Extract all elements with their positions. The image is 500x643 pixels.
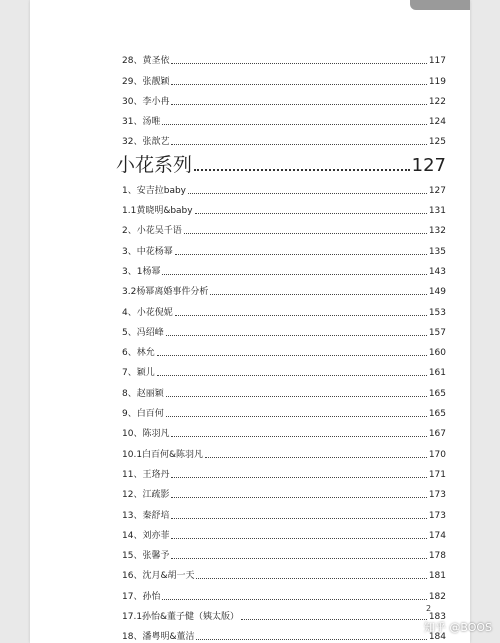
toc-entry-page: 119 (428, 76, 446, 87)
toc-entry-page: 135 (428, 246, 446, 257)
toc-entry-page: 131 (428, 206, 446, 217)
toc-leader-dots (162, 274, 426, 275)
toc-entry[interactable] (86, 127, 446, 147)
toc-entry-title: 2、小花吴千语 (122, 226, 182, 237)
toc-entry[interactable] (86, 460, 446, 480)
toc-leader-dots (162, 599, 426, 600)
toc-entry[interactable] (86, 338, 446, 358)
toc-leader-dots (188, 193, 427, 194)
toc-leader-dots (210, 294, 426, 295)
toc-leader-dots (171, 497, 426, 498)
toc-entry-title: 28、黄圣依 (122, 56, 170, 67)
toc-entry-title: 10.1白百何&陈羽凡 (122, 449, 204, 460)
toc-entry-title: 15、张馨予 (122, 551, 170, 562)
toc-leader-dots (196, 578, 426, 579)
toc-entry-title: 11、王珞丹 (122, 469, 170, 480)
toc-entry[interactable] (86, 216, 446, 236)
toc-entry-page: 153 (428, 307, 446, 318)
toc-entry[interactable] (86, 622, 446, 642)
document-page (30, 0, 470, 643)
toc-leader-dots (184, 233, 427, 234)
toc-leader-dots (175, 254, 427, 255)
toc-leader-dots (195, 213, 427, 214)
toc-section-heading[interactable] (86, 147, 446, 175)
toc-entry-title: 1、安吉拉baby (122, 185, 186, 196)
watermark: 知乎 @BOOS (423, 621, 492, 634)
toc-entry-page: 127 (428, 185, 446, 196)
toc-entry[interactable] (86, 561, 446, 581)
toc-entry-title: 3.2杨幂离婚事件分析 (122, 287, 209, 298)
toc-entry[interactable] (86, 236, 446, 256)
toc-leader-dots (196, 639, 426, 640)
toc-entry[interactable] (86, 399, 446, 419)
toc-entry-title: 29、张靓颖 (122, 76, 170, 87)
toc-entry-page: 117 (428, 56, 446, 67)
toc-entry[interactable] (86, 318, 446, 338)
toc-leader-dots (171, 477, 426, 478)
toc-entry-page: 124 (428, 117, 446, 128)
toc-leader-dots (171, 558, 426, 559)
toc-entry-title: 1.1黄晓明&baby (122, 206, 193, 217)
toc-leader-dots (171, 538, 426, 539)
toc-entry[interactable] (86, 500, 446, 520)
toc-leader-dots (157, 375, 427, 376)
toc-entry-page: 157 (428, 327, 446, 338)
toc-leader-dots (166, 416, 427, 417)
toc-entry[interactable] (86, 175, 446, 195)
toc-entry[interactable] (86, 602, 446, 622)
table-of-contents (86, 46, 446, 642)
toc-entry-page: 160 (428, 348, 446, 359)
toc-entry-title: 32、张歆艺 (122, 137, 170, 148)
toc-leader-dots (171, 518, 426, 519)
toc-entry-page: 149 (428, 287, 446, 298)
toc-entry[interactable] (86, 581, 446, 601)
toc-leader-dots (241, 619, 427, 620)
toc-entry-page: 184 (428, 632, 446, 643)
toc-leader-dots (175, 315, 427, 316)
toc-entry[interactable] (86, 277, 446, 297)
toc-entry-page: 165 (428, 409, 446, 420)
toc-entry-page: 122 (428, 96, 446, 107)
toc-entry-page: 183 (428, 612, 446, 623)
toc-entry-page: 125 (428, 137, 446, 148)
toc-entry-title: 3、1杨幂 (122, 266, 161, 277)
toc-entry[interactable] (86, 419, 446, 439)
toc-entry-title: 13、秦舒培 (122, 510, 170, 521)
toc-leader-dots (194, 169, 410, 171)
toc-entry-title: 9、白百何 (122, 409, 164, 420)
toc-entry-title: 12、江疏影 (122, 490, 170, 501)
toc-leader-dots (171, 63, 426, 64)
toc-entry-page: 178 (428, 551, 446, 562)
toc-leader-dots (166, 335, 427, 336)
toc-leader-dots (171, 436, 426, 437)
toc-entry[interactable] (86, 480, 446, 500)
page-number: 2 (426, 604, 432, 613)
toc-leader-dots (171, 84, 426, 85)
toc-entry-page: 173 (428, 490, 446, 501)
toc-entry[interactable] (86, 87, 446, 107)
toc-leader-dots (205, 457, 427, 458)
toc-entry-page: 127 (411, 155, 446, 177)
toc-entry[interactable] (86, 46, 446, 66)
toc-entry-title: 4、小花倪妮 (122, 307, 173, 318)
toc-entry[interactable] (86, 378, 446, 398)
toc-entry[interactable] (86, 521, 446, 541)
toc-entry-title: 5、冯绍峰 (122, 327, 164, 338)
toc-entry[interactable] (86, 66, 446, 86)
toc-entry-page: 165 (428, 388, 446, 399)
toc-entry-title: 3、中花杨幂 (122, 246, 173, 257)
toc-entry-page: 171 (428, 469, 446, 480)
toc-entry[interactable] (86, 297, 446, 317)
toc-entry-title: 30、李小冉 (122, 96, 170, 107)
toc-entry[interactable] (86, 358, 446, 378)
page-corner (410, 0, 470, 10)
toc-leader-dots (171, 104, 426, 105)
toc-entry-title: 17、孙怡 (122, 591, 161, 602)
toc-entry-title: 6、林允 (122, 348, 155, 359)
toc-leader-dots (157, 355, 427, 356)
toc-entry[interactable] (86, 257, 446, 277)
toc-entry-title: 31、汤唯 (122, 117, 161, 128)
toc-entry-page: 182 (428, 591, 446, 602)
toc-entry[interactable] (86, 196, 446, 216)
toc-leader-dots (166, 396, 427, 397)
toc-entry[interactable] (86, 439, 446, 459)
toc-entry-title: 17.1孙怡&董子健（姨太版） (122, 612, 240, 623)
toc-entry-page: 167 (428, 429, 446, 440)
toc-entry-page: 161 (428, 368, 446, 379)
toc-entry[interactable] (86, 107, 446, 127)
toc-leader-dots (162, 124, 426, 125)
toc-entry-title: 16、沈月&胡一天 (122, 571, 195, 582)
toc-entry-title: 8、赵丽颖 (122, 388, 164, 399)
toc-entry-page: 132 (428, 226, 446, 237)
toc-entry-title: 7、颖儿 (122, 368, 155, 379)
toc-entry-title: 14、刘亦菲 (122, 530, 170, 541)
toc-entry-page: 181 (428, 571, 446, 582)
toc-entry[interactable] (86, 541, 446, 561)
toc-entry-page: 170 (428, 449, 446, 460)
toc-entry-title: 10、陈羽凡 (122, 429, 170, 440)
toc-entry-title: 18、潘粤明&董洁 (122, 632, 195, 643)
toc-entry-page: 174 (428, 530, 446, 541)
toc-leader-dots (171, 144, 426, 145)
toc-entry-title: 小花系列 (116, 154, 193, 177)
toc-entry-page: 173 (428, 510, 446, 521)
toc-entry-page: 143 (428, 266, 446, 277)
